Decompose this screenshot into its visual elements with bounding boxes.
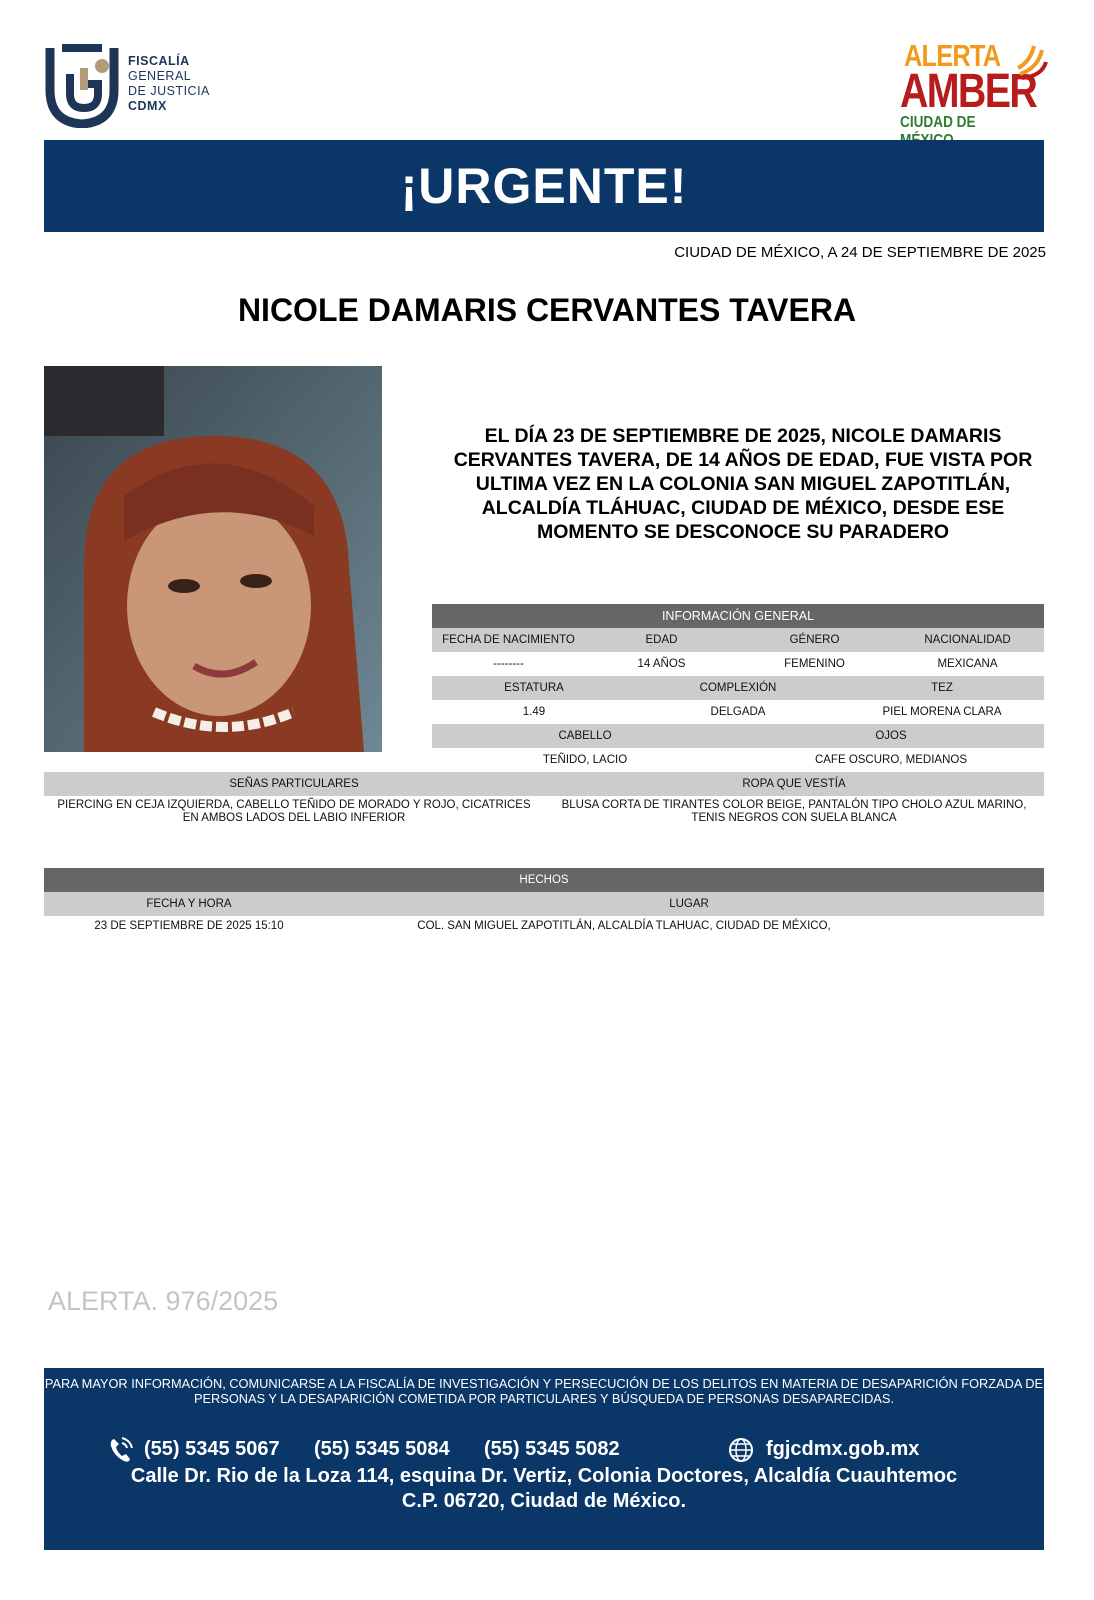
phone-number-1[interactable]: (55) 5345 5067 <box>144 1438 280 1460</box>
header-hair: CABELLO <box>558 730 612 742</box>
case-description: EL DÍA 23 DE SEPTIEMBRE DE 2025, NICOLE DAMARIS CERVANTES TAVERA, DE 14 AÑOS DE EDAD, FUE VISTA POR ULTIMA VEZ EN LA COLONIA SAN MIGUEL ZAPOTITLÁN, ALCALDÍA TLÁHUAC, CIUDAD DE MÉXICO, DESDE ESE MOMENTO SE DESCONOCE SU PARADERO <box>453 425 1033 543</box>
header-complexion: TEZ <box>931 682 953 694</box>
header-age: EDAD <box>645 634 678 646</box>
value-gender: FEMENINO <box>784 658 845 670</box>
general-info-row3-headers <box>432 724 1044 748</box>
contact-footer <box>44 1368 1044 1550</box>
alerta-amber-logo <box>900 38 1050 136</box>
footer-address <box>44 1464 1044 1514</box>
header-nationality: NACIONALIDAD <box>924 634 1011 646</box>
value-height: 1.49 <box>522 706 546 718</box>
general-info-row3-values <box>432 748 1044 772</box>
fgj-logo <box>44 44 224 128</box>
address-line-1: Calle Dr. Rio de la Loza 114, esquina Dr. Vertiz, Colonia Doctores, Alcaldía Cuauhtemoc <box>130 1465 958 1487</box>
value-birthdate: -------- <box>493 658 524 670</box>
general-info-row2-values <box>432 700 1044 724</box>
general-info-row2-headers <box>432 676 1044 700</box>
fgj-logo-line1: FISCALÍA <box>128 54 190 68</box>
facts-headers <box>44 892 1044 916</box>
general-info-row1-values <box>432 652 1044 676</box>
header-place: LUGAR <box>669 898 709 910</box>
person-name: NICOLE DAMARIS CERVANTES TAVERA <box>237 292 857 328</box>
header-eyes: OJOS <box>875 730 907 742</box>
header-date-time: FECHA Y HORA <box>146 898 232 910</box>
header-distinguishing-marks: SEÑAS PARTICULARES <box>229 778 359 790</box>
value-date-time: 23 DE SEPTIEMBRE DE 2025 15:10 <box>94 920 284 932</box>
value-build: DELGADA <box>710 706 766 718</box>
value-eyes: CAFE OSCURO, MEDIANOS <box>814 754 968 766</box>
value-distinguishing-marks: PIERCING EN CEJA IZQUIERDA, CABELLO TEÑIDO DE MORADO Y ROJO, CICATRICES EN AMBOS LADOS DEL LABIO INFERIOR <box>57 799 531 824</box>
features-values <box>44 796 1044 828</box>
alert-number: ALERTA. 976/2025 <box>48 1286 279 1316</box>
urgent-banner: ¡URGENTE! <box>44 140 1044 232</box>
footer-note: PARA MAYOR INFORMACIÓN, COMUNICARSE A LA FISCALÍA DE INVESTIGACIÓN Y PERSECUCIÓN DE LOS DELITOS EN MATERIA DE DESAPARICIÓN FORZADA DE PERSONAS Y LA DESAPARICIÓN COMETIDA POR PARTICULARES Y BÚSQUEDA DE PERSONAS DESAPARECIDAS. <box>44 1376 1044 1406</box>
phone-number-3[interactable]: (55) 5345 5082 <box>484 1438 620 1460</box>
value-nationality: MEXICANA <box>937 658 998 670</box>
facts-title: HECHOS <box>44 868 1044 892</box>
value-clothing: BLUSA CORTA DE TIRANTES COLOR BEIGE, PANTALÓN TIPO CHOLO AZUL MARINO, TENIS NEGROS CON SUELA BLANCA <box>561 799 1027 824</box>
value-hair: TEÑIDO, LACIO <box>542 754 628 766</box>
features-headers <box>44 772 1044 796</box>
header-build: COMPLEXIÓN <box>699 682 777 694</box>
value-place: COL. SAN MIGUEL ZAPOTITLÁN, ALCALDÍA TLAHUAC, CIUDAD DE MÉXICO, <box>417 920 831 932</box>
website-link[interactable]: fgjcdmx.gob.mx <box>766 1438 920 1460</box>
amber-logo-word3: CIUDAD DE <box>900 114 976 131</box>
general-info-row1-headers <box>432 628 1044 652</box>
amber-logo-word2: AMBER <box>900 65 1037 118</box>
header-clothing: ROPA QUE VESTÍA <box>742 778 846 790</box>
value-age: 14 AÑOS <box>637 658 686 670</box>
fgj-logo-line4: CDMX <box>128 99 167 113</box>
globe-icon <box>726 1436 756 1464</box>
phone-line <box>104 1436 1004 1466</box>
value-complexion: PIEL MORENA CLARA <box>882 706 1002 718</box>
header-height: ESTATURA <box>504 682 564 694</box>
amber-signal-icon <box>1012 38 1048 82</box>
header-birthdate: FECHA DE NACIMIENTO <box>442 634 575 646</box>
fgj-emblem-icon <box>44 44 120 128</box>
fgj-logo-line2: GENERAL <box>128 69 192 83</box>
general-info-title: INFORMACIÓN GENERAL <box>432 604 1044 628</box>
fgj-logo-line3: DE JUSTICIA <box>128 84 210 98</box>
phone-number-2[interactable]: (55) 5345 5084 <box>314 1438 450 1460</box>
address-line-2: C.P. 06720, Ciudad de México. <box>401 1490 687 1512</box>
phone-icon <box>108 1436 134 1464</box>
date-line: CIUDAD DE MÉXICO, A 24 DE SEPTIEMBRE DE 2025 <box>674 244 1046 261</box>
missing-person-photo <box>44 366 382 752</box>
amber-logo-word1: ALERTA <box>904 38 1001 73</box>
header-gender: GÉNERO <box>789 634 840 646</box>
facts-values <box>44 916 1044 936</box>
